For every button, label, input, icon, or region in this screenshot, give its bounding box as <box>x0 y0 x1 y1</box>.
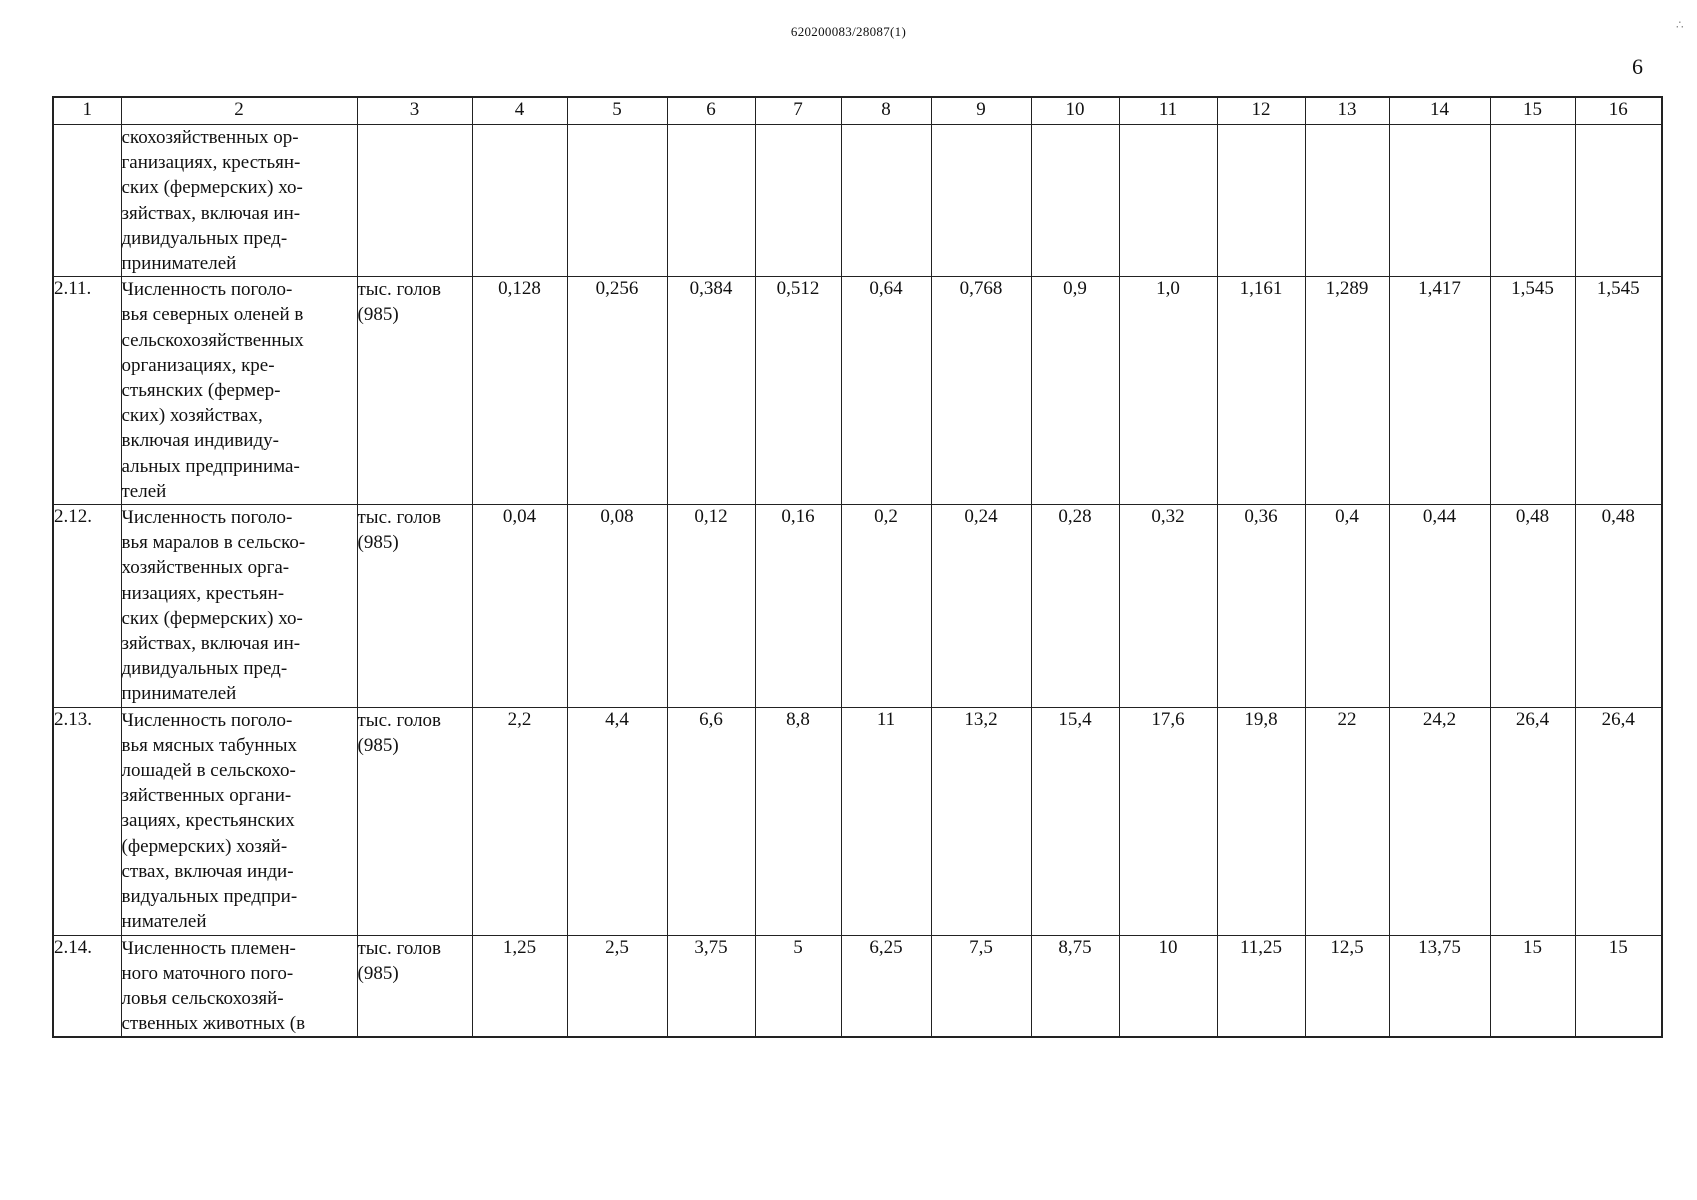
indicator-name <box>121 277 357 505</box>
value-cell: 26,4 <box>1490 707 1575 935</box>
value-cell <box>841 125 931 277</box>
unit-of-measure <box>357 505 472 708</box>
value-cell <box>755 125 841 277</box>
value-cell: 1,417 <box>1389 277 1490 505</box>
indicator-name-line: дивидуальных пред- <box>121 227 288 249</box>
table-row <box>53 277 1662 505</box>
indicator-name-line: ских (фермерских) хо- <box>121 607 303 629</box>
column-header: 5 <box>567 97 667 125</box>
value-cell: 1,545 <box>1490 277 1575 505</box>
indicator-name-line: вья маралов в сельско- <box>121 532 306 554</box>
column-header: 6 <box>667 97 755 125</box>
column-header: 3 <box>357 97 472 125</box>
indicator-name <box>121 125 357 277</box>
indicator-name-line: низациях, крестьян- <box>121 582 285 604</box>
value-cell: 1,0 <box>1119 277 1217 505</box>
column-header: 14 <box>1389 97 1490 125</box>
column-header: 4 <box>472 97 567 125</box>
value-cell: 0,12 <box>667 505 755 708</box>
unit-line: (985) <box>357 532 399 554</box>
value-cell: 7,5 <box>931 935 1031 1037</box>
value-cell: 24,2 <box>1389 707 1490 935</box>
indicator-name-line: ного маточного пого- <box>121 962 294 984</box>
indicator-name-line: хозяйственных орга- <box>121 557 290 579</box>
column-header: 9 <box>931 97 1031 125</box>
value-cell: 0,24 <box>931 505 1031 708</box>
value-cell: 0,128 <box>472 277 567 505</box>
value-cell: 0,16 <box>755 505 841 708</box>
value-cell: 4,4 <box>567 707 667 935</box>
value-cell: 0,48 <box>1490 505 1575 708</box>
indicator-name <box>121 505 357 708</box>
unit-of-measure <box>357 277 472 505</box>
indicator-name-line: телей <box>121 480 167 502</box>
value-cell: 0,04 <box>472 505 567 708</box>
indicator-name-line: Численность поголо- <box>121 507 293 529</box>
indicator-table <box>52 96 1663 1038</box>
value-cell <box>667 125 755 277</box>
value-cell: 0,48 <box>1575 505 1662 708</box>
indicator-name-line: ствах, включая инди- <box>121 860 294 882</box>
indicator-name-line: стьянских (фермер- <box>121 380 281 402</box>
unit-line: тыс. голов <box>357 507 442 529</box>
value-cell: 15,4 <box>1031 707 1119 935</box>
value-cell: 19,8 <box>1217 707 1305 935</box>
indicator-name-line: зяйствах, включая ин- <box>121 202 301 224</box>
value-cell: 0,9 <box>1031 277 1119 505</box>
row-number: 2.14. <box>53 935 121 1037</box>
unit-line: (985) <box>357 962 399 984</box>
indicator-name-line: ственных животных (в <box>121 1013 306 1035</box>
column-header: 7 <box>755 97 841 125</box>
value-cell: 1,289 <box>1305 277 1389 505</box>
unit-line: (985) <box>357 304 399 326</box>
row-number: 2.13. <box>53 707 121 935</box>
indicator-name-line: альных предпринима- <box>121 455 300 477</box>
value-cell: 0,256 <box>567 277 667 505</box>
value-cell: 13,75 <box>1389 935 1490 1037</box>
indicator-name-line: вья северных оленей в <box>121 304 304 326</box>
value-cell: 6,6 <box>667 707 755 935</box>
value-cell: 0,32 <box>1119 505 1217 708</box>
unit-line: тыс. голов <box>357 279 442 301</box>
value-cell <box>1490 125 1575 277</box>
value-cell: 22 <box>1305 707 1389 935</box>
indicator-name-line: принимателей <box>121 683 237 705</box>
unit-line: тыс. голов <box>357 937 442 959</box>
indicator-name-line: (фермерских) хозяй- <box>121 835 288 857</box>
value-cell: 0,44 <box>1389 505 1490 708</box>
value-cell: 26,4 <box>1575 707 1662 935</box>
unit-line: (985) <box>357 734 399 756</box>
column-header: 1 <box>53 97 121 125</box>
value-cell: 2,2 <box>472 707 567 935</box>
indicator-name-line: включая индивиду- <box>121 430 279 452</box>
indicator-name-line: вья мясных табунных <box>121 734 298 756</box>
value-cell: 0,384 <box>667 277 755 505</box>
value-cell: 11,25 <box>1217 935 1305 1037</box>
table-row <box>53 505 1662 708</box>
value-cell: 0,36 <box>1217 505 1305 708</box>
corner-mark: ∴ <box>1676 18 1684 32</box>
value-cell: 1,25 <box>472 935 567 1037</box>
value-cell: 10 <box>1119 935 1217 1037</box>
document-id: 620200083/28087(1) <box>790 24 907 39</box>
value-cell: 1,545 <box>1575 277 1662 505</box>
indicator-name-line: дивидуальных пред- <box>121 658 288 680</box>
row-number <box>53 125 121 277</box>
value-cell: 0,2 <box>841 505 931 708</box>
value-cell: 3,75 <box>667 935 755 1037</box>
value-cell <box>1575 125 1662 277</box>
indicator-name-line: сельскохозяйственных <box>121 329 304 351</box>
value-cell <box>567 125 667 277</box>
indicator-name <box>121 935 357 1037</box>
indicator-name-line: видуальных предпри- <box>121 886 298 908</box>
page-number: 6 <box>1632 54 1643 79</box>
unit-of-measure <box>357 935 472 1037</box>
column-header: 10 <box>1031 97 1119 125</box>
value-cell: 8,75 <box>1031 935 1119 1037</box>
value-cell: 13,2 <box>931 707 1031 935</box>
value-cell <box>1119 125 1217 277</box>
column-header: 11 <box>1119 97 1217 125</box>
value-cell: 6,25 <box>841 935 931 1037</box>
indicator-name <box>121 707 357 935</box>
indicator-name-line: нимателей <box>121 911 207 933</box>
value-cell <box>1305 125 1389 277</box>
value-cell: 12,5 <box>1305 935 1389 1037</box>
indicator-name-line: Численность племен- <box>121 937 296 959</box>
value-cell: 0,64 <box>841 277 931 505</box>
value-cell <box>1217 125 1305 277</box>
indicator-name-line: зяйственных органи- <box>121 785 292 807</box>
row-number: 2.12. <box>53 505 121 708</box>
indicator-name-line: принимателей <box>121 253 237 275</box>
indicator-name-line: ганизациях, крестьян- <box>121 152 301 174</box>
column-number-row <box>53 97 1662 125</box>
value-cell <box>472 125 567 277</box>
value-cell: 0,512 <box>755 277 841 505</box>
value-cell: 2,5 <box>567 935 667 1037</box>
column-header: 8 <box>841 97 931 125</box>
value-cell <box>1031 125 1119 277</box>
indicator-name-line: ских (фермерских) хо- <box>121 177 303 199</box>
value-cell: 1,161 <box>1217 277 1305 505</box>
indicator-name-line: организациях, кре- <box>121 354 275 376</box>
unit-of-measure <box>357 125 472 277</box>
table-row <box>53 935 1662 1037</box>
indicator-name-line: зациях, крестьянских <box>121 810 295 832</box>
value-cell: 11 <box>841 707 931 935</box>
value-cell: 15 <box>1575 935 1662 1037</box>
value-cell: 8,8 <box>755 707 841 935</box>
value-cell: 17,6 <box>1119 707 1217 935</box>
column-header: 2 <box>121 97 357 125</box>
indicator-name-line: ских) хозяйствах, <box>121 405 263 427</box>
value-cell <box>1389 125 1490 277</box>
value-cell: 0,08 <box>567 505 667 708</box>
indicator-name-line: лошадей в сельскохо- <box>121 760 296 782</box>
value-cell <box>931 125 1031 277</box>
value-cell: 5 <box>755 935 841 1037</box>
column-header: 12 <box>1217 97 1305 125</box>
value-cell: 0,4 <box>1305 505 1389 708</box>
indicator-name-line: скохозяйственных ор- <box>121 127 299 148</box>
indicator-name-line: зяйствах, включая ин- <box>121 633 301 655</box>
value-cell: 0,28 <box>1031 505 1119 708</box>
value-cell: 15 <box>1490 935 1575 1037</box>
row-number: 2.11. <box>53 277 121 505</box>
unit-of-measure <box>357 707 472 935</box>
unit-line: тыс. голов <box>357 709 442 731</box>
column-header: 13 <box>1305 97 1389 125</box>
table-row <box>53 125 1662 277</box>
column-header: 15 <box>1490 97 1575 125</box>
value-cell: 0,768 <box>931 277 1031 505</box>
indicator-name-line: ловья сельскохозяй- <box>121 987 284 1009</box>
column-header: 16 <box>1575 97 1662 125</box>
table-row <box>53 707 1662 935</box>
indicator-name-line: Численность поголо- <box>121 709 293 731</box>
indicator-name-line: Численность поголо- <box>121 279 293 301</box>
